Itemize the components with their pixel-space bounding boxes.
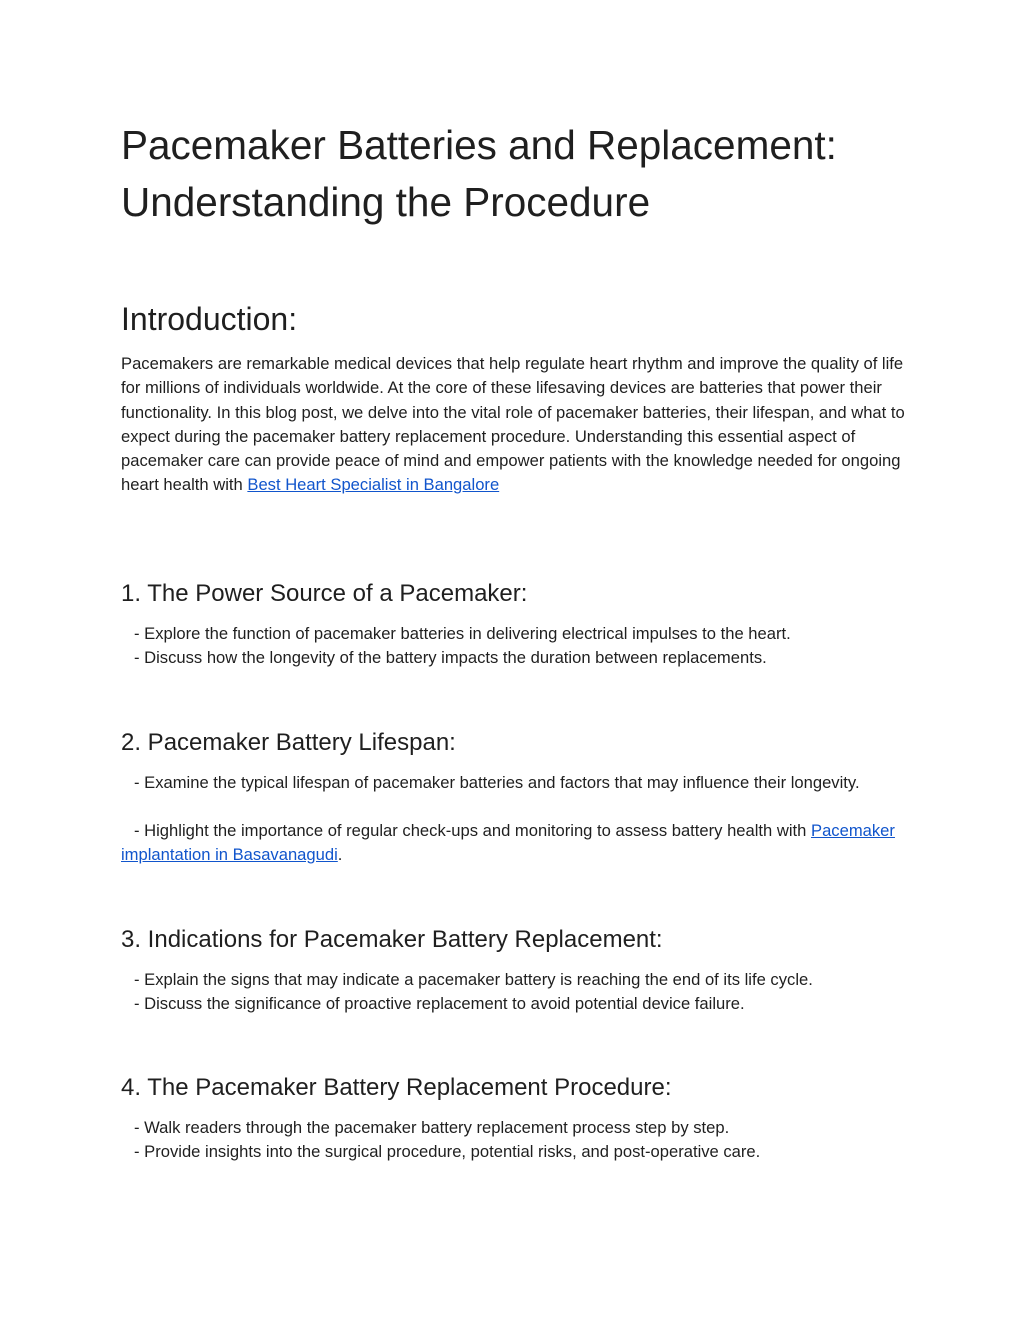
section-2-bullet-1: - Examine the typical lifespan of pacemaker batteries and factors that may influence their longevity. xyxy=(134,773,860,792)
section-4-bullet-2: - Provide insights into the surgical procedure, potential risks, and post-operative care. xyxy=(134,1142,761,1161)
document-title-line-1: Pacemaker Batteries and Replacement: xyxy=(121,122,837,168)
section-2-bullet-2: - Highlight the importance of regular check-ups and monitoring to assess battery health with Pacemaker implantation in Basavanagudi. xyxy=(121,821,895,865)
document-title-line-2: Understanding the Procedure xyxy=(121,179,651,225)
best-heart-specialist-link[interactable]: Best Heart Specialist in Bangalore xyxy=(247,475,500,495)
intro-heading: Introduction: xyxy=(121,301,298,337)
section-4-bullet-1: - Walk readers through the pacemaker battery replacement process step by step. xyxy=(134,1118,730,1137)
section-4-heading: 4. The Pacemaker Battery Replacement Procedure: xyxy=(121,1074,672,1101)
pacemaker-implantation-link[interactable]: Pacemaker implantation in Basavanagudi xyxy=(121,821,895,865)
intro-paragraph xyxy=(121,352,911,498)
section-1-bullet-2: - Discuss how the longevity of the battery impacts the duration between replacements. xyxy=(134,648,767,667)
intro-text: Pacemakers are remarkable medical devices that help regulate heart rhythm and improve the quality of life for millions of individuals worldwide. At the core of these lifesaving devices are batteries that power their functionality. In this blog post, we delve into the vital role of pacemaker batteries, their lifespan, and what to expect during the pacemaker battery replacement procedure. Understanding this essential aspect of pacemaker care can provide peace of mind and empower patients with the knowledge needed for ongoing heart health with xyxy=(121,354,905,495)
section-2-heading: 2. Pacemaker Battery Lifespan: xyxy=(121,729,456,756)
document-title xyxy=(121,117,911,231)
section-3-bullet-1: - Explain the signs that may indicate a pacemaker battery is reaching the end of its life cycle. xyxy=(134,970,813,989)
section-3-bullet-2: - Discuss the significance of proactive replacement to avoid potential device failure. xyxy=(134,994,745,1013)
section-1-heading: 1. The Power Source of a Pacemaker: xyxy=(121,580,528,607)
section-1-bullet-1: - Explore the function of pacemaker batteries in delivering electrical impulses to the heart. xyxy=(134,624,791,643)
section-3-heading: 3. Indications for Pacemaker Battery Replacement: xyxy=(121,926,663,953)
